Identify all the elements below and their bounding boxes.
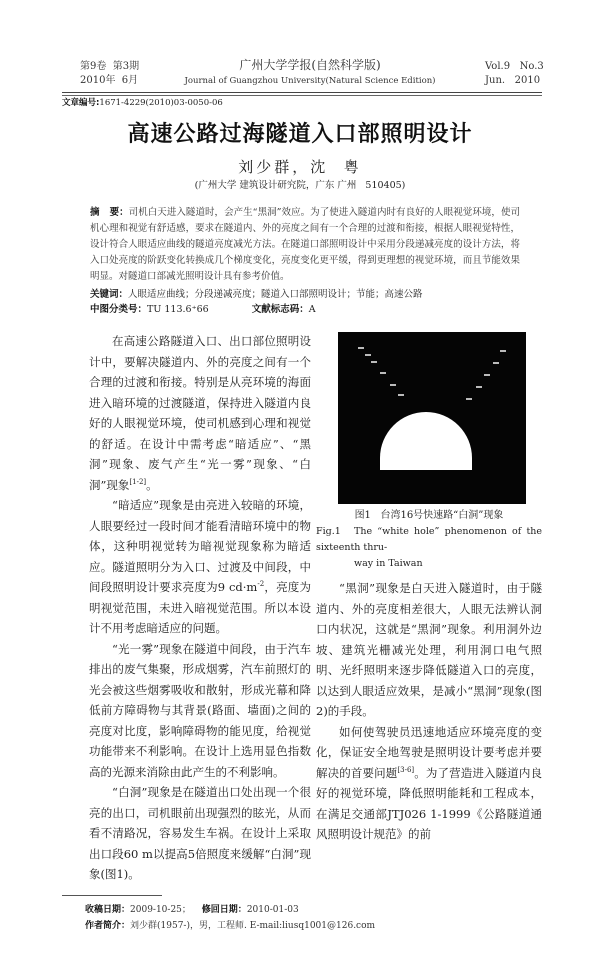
document-code-value: A — [308, 304, 316, 315]
revised-date: 2010-01-03 — [246, 904, 299, 915]
article-number — [62, 97, 600, 109]
date-cn: 2010年 6月 — [80, 75, 139, 86]
tunnel-exit-glare — [380, 412, 472, 470]
abstract — [90, 205, 520, 285]
paragraph-text: 。 — [146, 477, 158, 492]
abstract-label: 摘 要： — [90, 207, 129, 218]
figure-caption-text-cont: way in Taiwan — [354, 558, 423, 569]
paragraph-text: “暗适应”现象是由亮进入较暗的环境，人眼要经过一段时间才能看清暗环境中的物体，这种明视觉转为暗视觉现象称为暗适应。隧道照明分为入口、过渡及中间段，中间段照明设计要求亮度为9 cd·m — [89, 498, 311, 594]
article-number-label: 文章编号: — [62, 98, 100, 108]
footnote-dates — [85, 902, 600, 918]
volume-issue-en: Vol.9 No.3 — [485, 61, 544, 72]
authors: 刘少群，沈 粤 — [238, 158, 362, 176]
paragraph: “黑洞”现象是白天进入隧道时，由于隧道内、外的亮度相差很大，人眼无法辨认洞口内状况，这就是“黑洞”现象。利用洞外边坡、建筑光栅减光处理，利用洞口电气照明、光纤照明来逐步降低隧道入口的亮度，以达到人眼适应效果，是减小“黑洞”现象(图2)的手段。 — [316, 581, 542, 718]
received-date: 2009-10-25； — [130, 904, 191, 915]
paragraph-text: 如何使驾驶员迅速地适应环境亮度的变化，保证安全地驾驶是照明设计要考虑并要解决的首要问题 — [316, 724, 542, 780]
classification-label: 中图分类号： — [90, 304, 148, 315]
tunnel-white-hole-photo — [338, 332, 526, 504]
two-column-body — [89, 331, 542, 885]
paragraph-text: 在高速公路隧道入口、出口部位照明设计中，要解决隧道内、外的亮度之间有一个合理的过渡和衔接。特别是从亮环境的海面进入暗环境的过渡隧道，保持进入隧道内良好的人眼视觉环境，使司机感到心理和视觉的舒适。在设计中需考虑“暗适应”、“黑洞”现象、废气产生“光一雾”现象、“白洞”现象 — [89, 334, 311, 492]
paragraph: “光一雾”现象在隧道中间段，由于汽车排出的废气集聚，形成烟雾，汽车前照灯的光会被这些烟雾吸收和散射，形成光幕和降低前方障碍物与其背景(路面、墙面)之间的亮度对比度，影响障碍物的能见度，给视觉功能带来不利影响。在设计上选用显色指数高的光源来消除由此产生的不利影响。 — [89, 641, 311, 779]
classification — [90, 302, 530, 317]
paragraph — [316, 722, 542, 845]
document-code-label: 文献标志码： — [251, 304, 309, 315]
abstract-text: 司机白天进入隧道时，会产生“黑洞”效应。为了使进入隧道内时有良好的人眼视觉环境，使司机心理和视觉有舒适感，要求在隧道内、外的亮度之间有一个合理的过渡和衔接，根据人眼视觉特性，设计符合人眼适应曲线的隧道亮度减光方法。在隧道口部照明设计中采用分段递减亮度的设计方法，将入口处亮度的阶跃变化转换成几个梯度变化，亮度变化更平缓，得到更理想的视觉环境，而且节能效果明显。对隧道口部减光照明设计具有参考价值。 — [90, 207, 520, 282]
author-bio: 刘少群(1957-)，男，工程师. E-mail:liusq1001@126.com — [130, 920, 376, 931]
paragraph — [89, 495, 311, 639]
body-left-column — [89, 331, 311, 885]
paragraph: “白洞”现象是在隧道出口处出现一个很亮的出口，司机眼前出现强烈的眩光，从而看不清路况，容易发生车祸。在设计上采取出口段60 m以提高5倍照度来缓解“白洞”现象(图1)。 — [89, 785, 311, 881]
paragraph-text: ，亮度为明视觉范围，未进入暗视觉范围。所以本设计不用考虑暗适应的问题。 — [89, 580, 312, 635]
paragraph-text: 。为了营造进入隧道内良好的视觉环境，降低照明能耗和工程成本，在满足交通部JTJ026 1-1999《公路隧道通风照明设计规范》的前 — [316, 765, 543, 841]
figure-label: Fig.1 — [316, 526, 341, 537]
figure-caption-cn: 图1 台湾16号快速路“白洞”现象 — [354, 510, 504, 521]
footnote-author — [85, 918, 600, 934]
figure-caption-text: The “white hole” phenomenon of the sixteenth thru- — [316, 526, 542, 553]
superscript: -2 — [257, 580, 265, 589]
figure-caption-en — [316, 524, 542, 572]
body-right-column — [316, 331, 542, 845]
citation: [3-6] — [397, 765, 415, 774]
footnote-rule — [62, 895, 162, 896]
author-bio-label: 作者简介： — [85, 920, 131, 931]
page-title: 高速公路过海隧道入口部照明设计 — [127, 121, 473, 147]
paragraph — [89, 331, 311, 495]
keywords-label: 关键词： — [90, 289, 129, 300]
journal-name-en: Journal of Guangzhou University(Natural Science Edition) — [184, 76, 436, 86]
citation: [1-2] — [129, 477, 147, 486]
journal-name-cn: 广州大学学报(自然科学版) — [239, 58, 381, 72]
revised-label: 修回日期： — [201, 904, 247, 915]
received-label: 收稿日期： — [85, 904, 131, 915]
article-number-value: 1671-4229(2010)03-0050-06 — [99, 98, 223, 108]
date-en: Jun. 2010 — [485, 75, 541, 86]
affiliation: (广州大学 建筑设计研究院，广东 广州 510405) — [194, 180, 406, 191]
keywords-text: 人眼适应曲线；分段递减亮度；隧道入口部照明设计；节能；高速公路 — [128, 289, 423, 300]
classification-value: TU 113.6⁺66 — [147, 304, 209, 315]
volume-issue-cn: 第9卷 第3期 — [80, 61, 140, 72]
keywords — [90, 287, 530, 302]
